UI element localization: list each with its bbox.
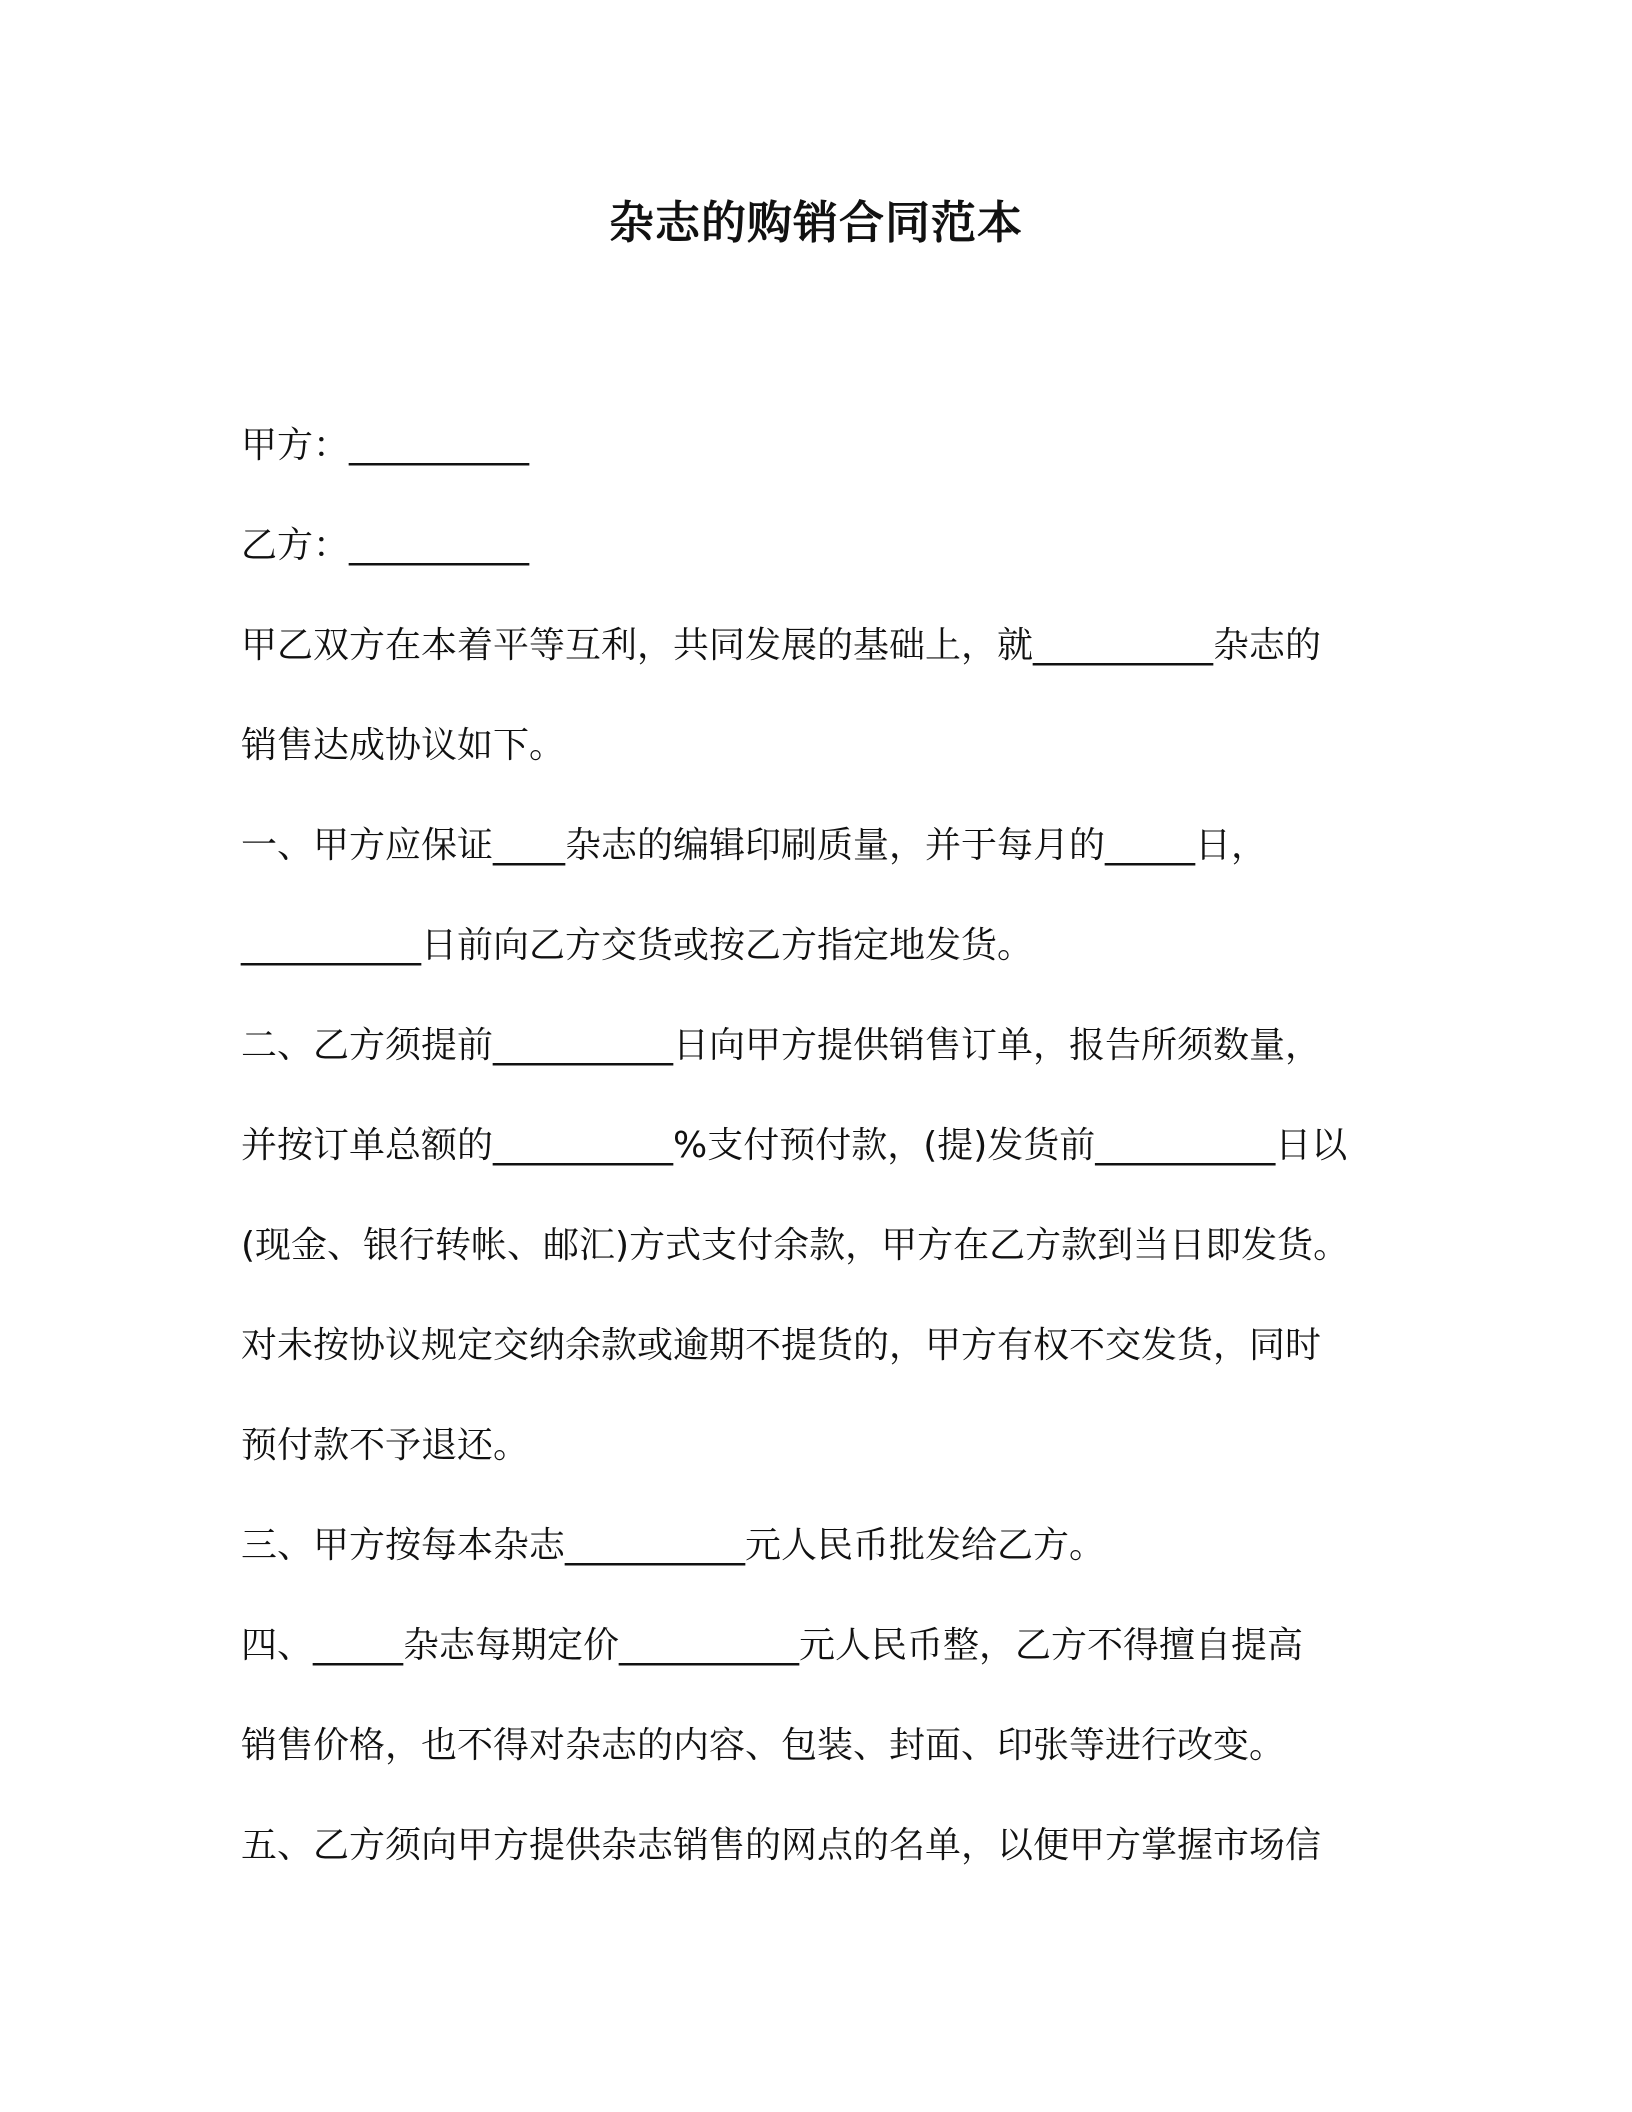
clause-3-line-1: 三、甲方按每本杂志__________元人民币批发给乙方。 (241, 1525, 1106, 1566)
intro-line-1: 甲乙双方在本着平等互利，共同发展的基础上，就__________杂志的 (241, 625, 1322, 666)
party-a-line: 甲方：__________ (241, 425, 530, 466)
clause-5-line-1: 五、乙方须向甲方提供杂志销售的网点的名单，以便甲方掌握市场信 (241, 1825, 1322, 1866)
clause-4-line-1: 四、_____杂志每期定价__________元人民币整，乙方不得擅自提高 (241, 1625, 1304, 1666)
clause-4-line-2: 销售价格，也不得对杂志的内容、包装、封面、印张等进行改变。 (241, 1725, 1286, 1766)
clause-1-line-2: __________日前向乙方交货或按乙方指定地发货。 (241, 925, 1034, 966)
party-b-line: 乙方：__________ (241, 525, 530, 566)
clause-2-line-4: 对未按协议规定交纳余款或逾期不提货的，甲方有权不交发货，同时 (241, 1325, 1322, 1366)
clause-2-line-3: (现金、银行转帐、邮汇)方式支付余款，甲方在乙方款到当日即发货。 (241, 1225, 1350, 1266)
document-title: 杂志的购销合同范本 (608, 196, 1023, 249)
clause-2-line-5: 预付款不予退还。 (241, 1425, 530, 1466)
clause-1-line-1: 一、甲方应保证____杂志的编辑印刷质量，并于每月的_____日， (241, 825, 1268, 866)
intro-line-2: 销售达成协议如下。 (241, 725, 566, 766)
clause-2-line-1: 二、乙方须提前__________日向甲方提供销售订单，报告所须数量， (241, 1025, 1322, 1066)
clause-2-line-2: 并按订单总额的__________%支付预付款，(提)发货前__________日以 (241, 1125, 1348, 1166)
